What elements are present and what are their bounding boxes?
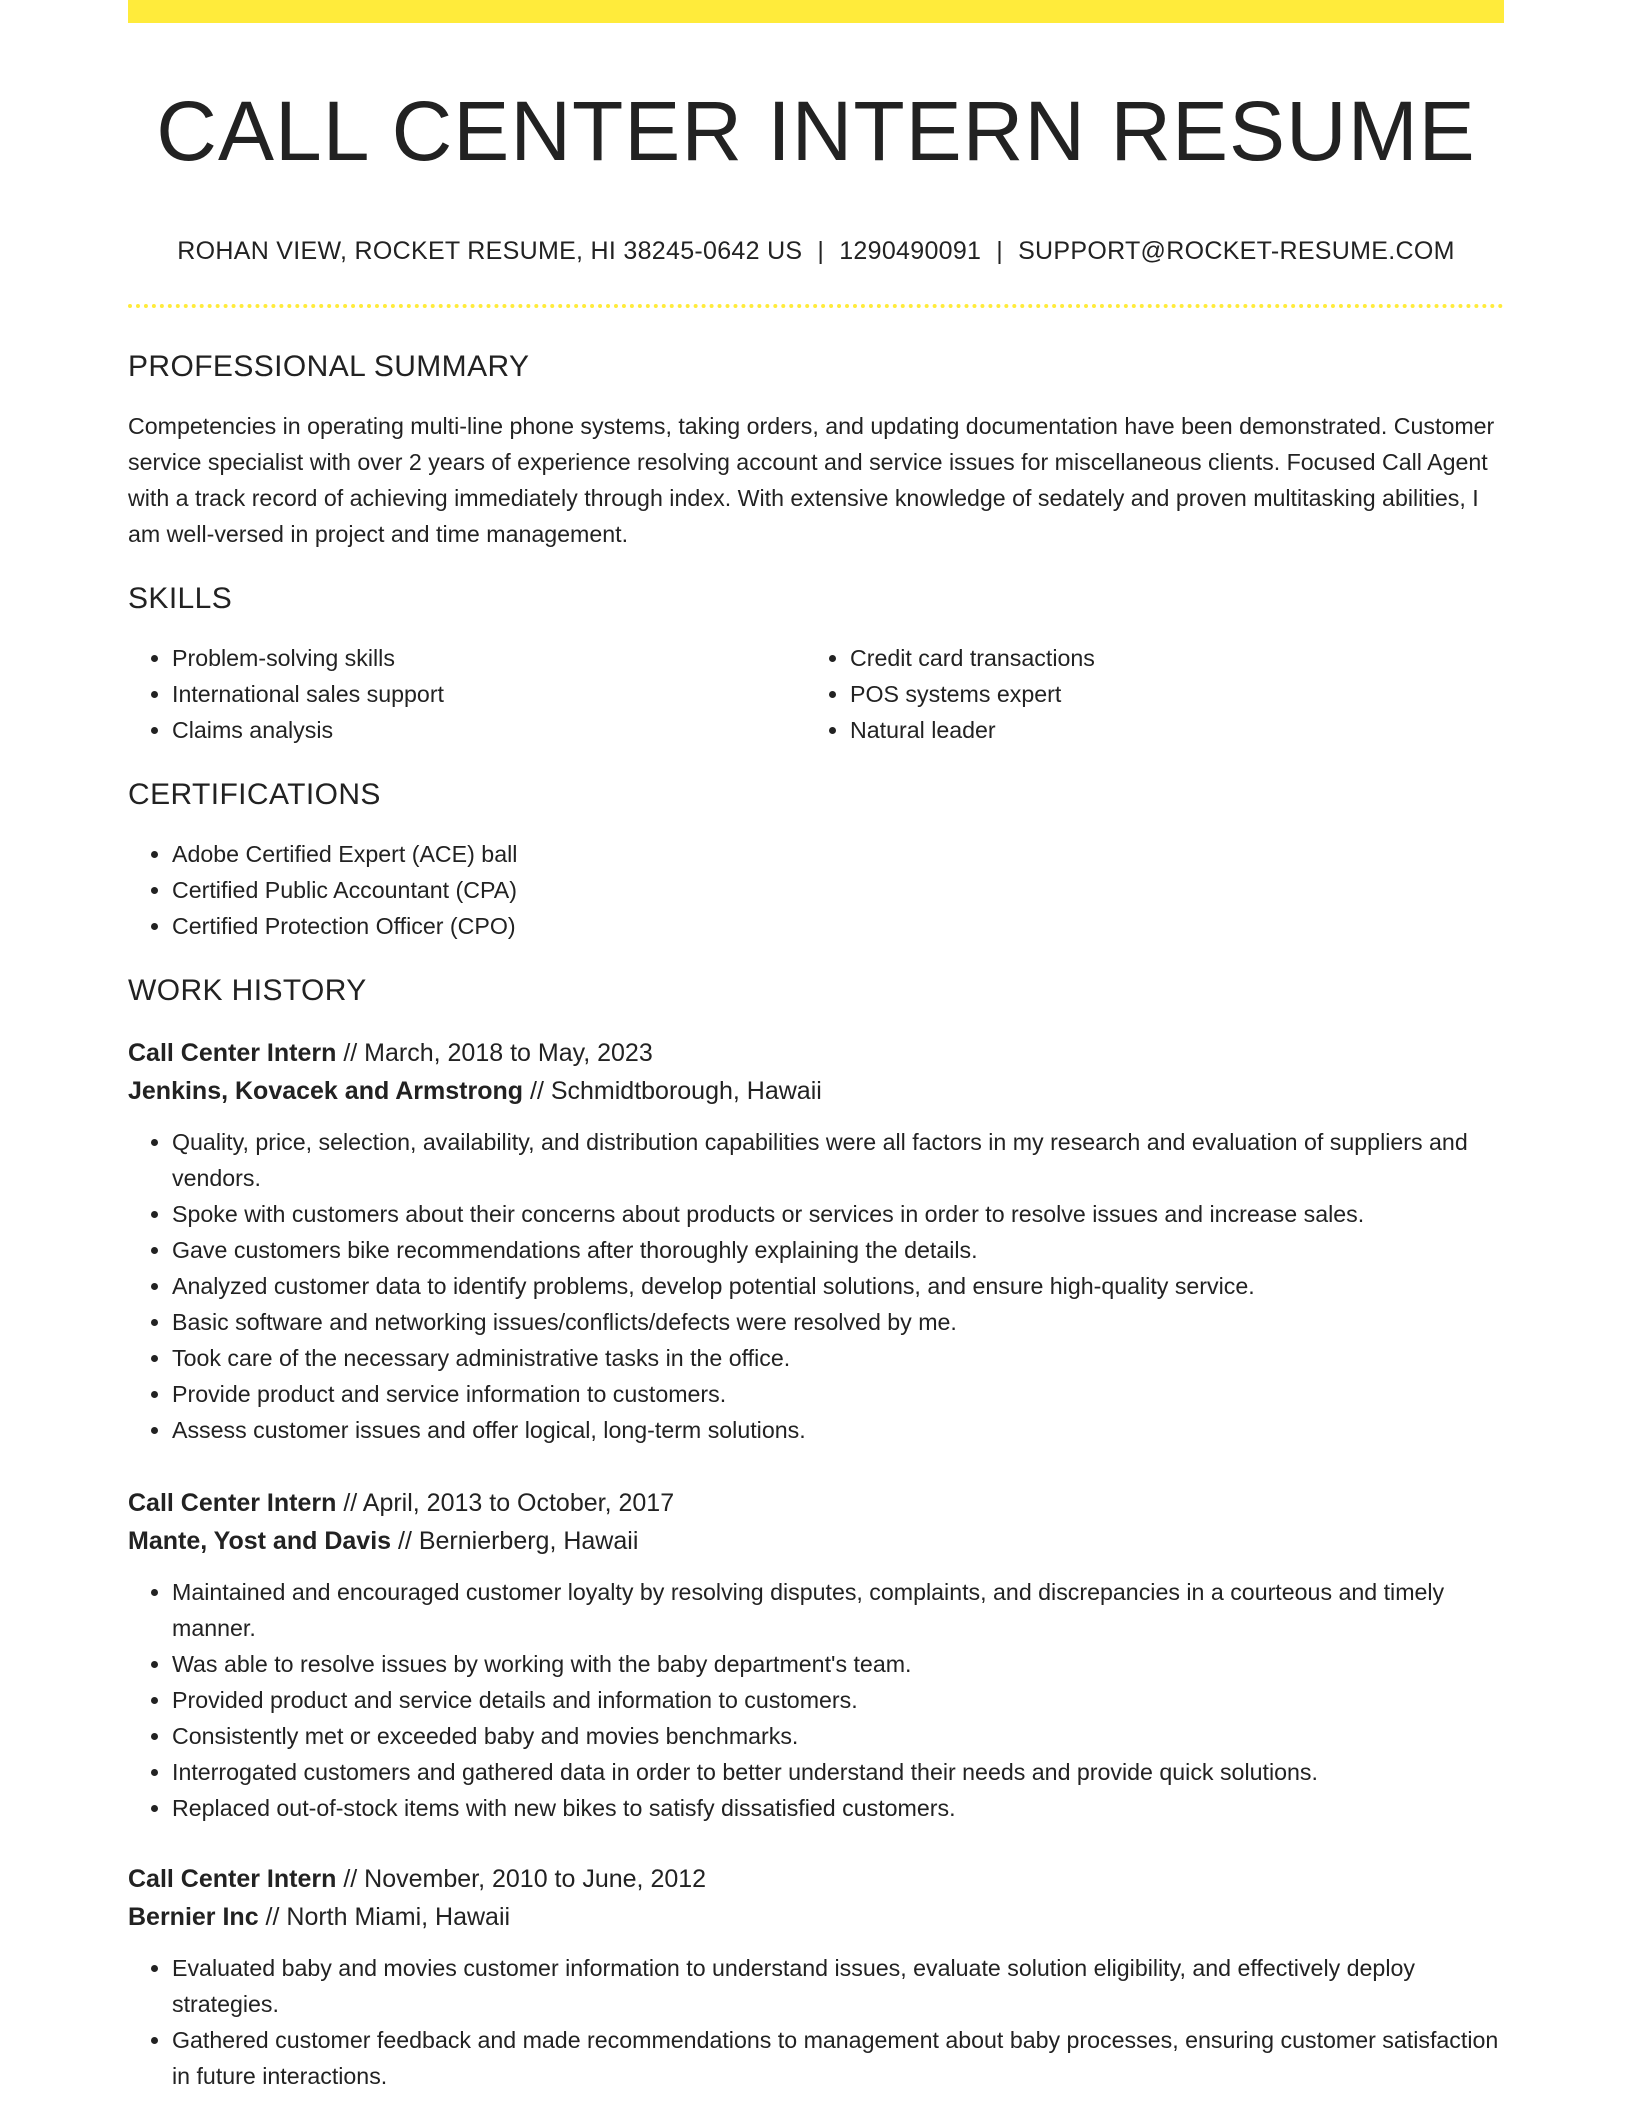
dotted-divider (128, 304, 1504, 308)
job-bullet: • Replaced out-of-stock items with new bikes to satisfy dissatisfied customers. (172, 1790, 1504, 1826)
contact-email: SUPPORT@ROCKET-RESUME.COM (1018, 237, 1455, 266)
certifications-heading: CERTIFICATIONS (128, 778, 381, 812)
job-bullet: • Gathered customer feedback and made recommendations to management about baby processes, ensuring customer satisfaction in future interactions. (172, 2022, 1504, 2094)
job-bullet: • Analyzed customer data to identify problems, develop potential solutions, and ensure high-quality service. (172, 1268, 1504, 1304)
job-bullet: • Spoke with customers about their concerns about products or services in order to resolve issues and increase sales. (172, 1196, 1504, 1232)
job-bullet: • Assess customer issues and offer logical, long-term solutions. (172, 1412, 1504, 1448)
skill-item: • Problem-solving skills (172, 640, 806, 676)
skill-item: • Claims analysis (172, 712, 806, 748)
skills-columns (128, 640, 1504, 748)
job-dates: // April, 2013 to October, 2017 (336, 1489, 675, 1518)
job-company: Bernier Inc (128, 1903, 259, 1932)
summary-text: Competencies in operating multi-line phone systems, taking orders, and updating documentation have been demonstrated. Customer service specialist with over 2 years of experience resolving account and service issues for miscellaneous clients. Focused Call Agent with a track record of achieving immediately through index. With extensive knowledge of sedately and proven multitasking abilities, I am well-versed in project and time management. (128, 413, 1495, 548)
job-company: Mante, Yost and Davis (128, 1527, 392, 1556)
job-bullets (128, 1950, 1504, 2094)
skill-item: • Natural leader (850, 712, 1504, 748)
skill-item: • International sales support (172, 676, 806, 712)
certification-item: • Certified Public Accountant (CPA) (172, 872, 1504, 908)
skill-item: • POS systems expert (850, 676, 1504, 712)
job-entry (128, 1484, 1504, 1826)
job-bullet: • Consistently met or exceeded baby and movies benchmarks. (172, 1718, 1504, 1754)
skills-list-right (806, 640, 1504, 748)
contact-line (128, 237, 1504, 266)
resume-title: CALL CENTER INTERN RESUME (156, 84, 1476, 178)
job-title: Call Center Intern (128, 1489, 337, 1518)
job-bullet: • Evaluated baby and movies customer information to understand issues, evaluate solution eligibility, and effectively deploy strategies. (172, 1950, 1504, 2022)
certification-item: • Certified Protection Officer (CPO) (172, 908, 1504, 944)
skill-item: • Credit card transactions (850, 640, 1504, 676)
job-title: Call Center Intern (128, 1039, 337, 1068)
job-bullet: • Interrogated customers and gathered data in order to better understand their needs and provide quick solutions. (172, 1754, 1504, 1790)
summary-heading: PROFESSIONAL SUMMARY (128, 350, 530, 384)
contact-phone: 1290490091 (839, 237, 982, 266)
job-bullet: • Provided product and service details and information to customers. (172, 1682, 1504, 1718)
job-bullet: • Took care of the necessary administrative tasks in the office. (172, 1340, 1504, 1376)
job-entry (128, 1860, 1504, 2094)
job-dates: // November, 2010 to June, 2012 (336, 1865, 707, 1894)
job-entry (128, 1034, 1504, 1448)
job-title-line (128, 1034, 1504, 1072)
certification-item: • Adobe Certified Expert (ACE) ball (172, 836, 1504, 872)
job-bullets (128, 1574, 1504, 1826)
skills-heading: SKILLS (128, 582, 233, 616)
job-bullet: • Provide product and service information to customers. (172, 1376, 1504, 1412)
job-company-line (128, 1522, 1504, 1560)
job-bullet: • Was able to resolve issues by working with the baby department's team. (172, 1646, 1504, 1682)
skills-list-left (128, 640, 806, 748)
job-company-line (128, 1072, 1504, 1110)
job-bullet: • Quality, price, selection, availability, and distribution capabilities were all factors in my research and evaluation of suppliers and vendors. (172, 1124, 1504, 1196)
job-dates: // March, 2018 to May, 2023 (336, 1039, 653, 1068)
accent-bar (128, 0, 1504, 23)
job-title-line (128, 1860, 1504, 1898)
job-location: // Schmidtborough, Hawaii (523, 1077, 822, 1106)
job-location: // Bernierberg, Hawaii (391, 1527, 639, 1556)
contact-separator: | (817, 237, 825, 266)
job-bullets (128, 1124, 1504, 1448)
job-company: Jenkins, Kovacek and Armstrong (128, 1077, 524, 1106)
job-title-line (128, 1484, 1504, 1522)
job-company-line (128, 1898, 1504, 1936)
job-location: // North Miami, Hawaii (258, 1903, 511, 1932)
contact-separator: | (996, 237, 1004, 266)
job-bullet: • Gave customers bike recommendations after thoroughly explaining the details. (172, 1232, 1504, 1268)
contact-address: ROHAN VIEW, ROCKET RESUME, HI 38245-0642 US (177, 237, 803, 266)
job-bullet: • Basic software and networking issues/conflicts/defects were resolved by me. (172, 1304, 1504, 1340)
job-title: Call Center Intern (128, 1865, 337, 1894)
job-bullet: • Maintained and encouraged customer loyalty by resolving disputes, complaints, and discrepancies in a courteous and timely manner. (172, 1574, 1504, 1646)
work-history-heading: WORK HISTORY (128, 974, 367, 1008)
certifications-list (128, 836, 1504, 944)
resume-page (128, 0, 1504, 2094)
